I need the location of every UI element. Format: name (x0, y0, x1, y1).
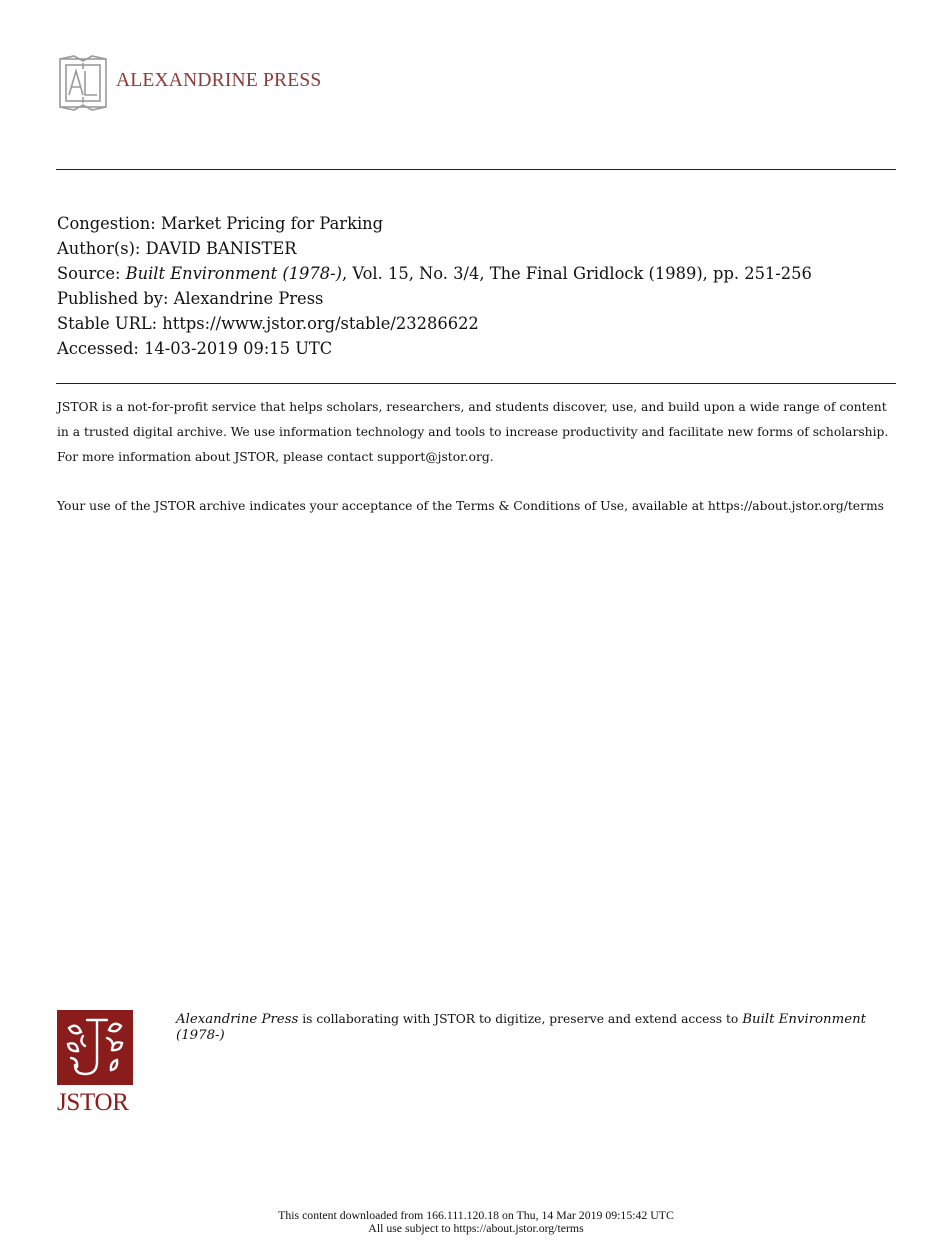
stable-url-prefix: Stable URL: (57, 314, 163, 333)
terms-text: Your use of the JSTOR archive indicates your acceptance of the Terms & Conditions of Use, available at https://about.jstor.org/terms (57, 499, 884, 514)
publisher-logo (56, 55, 321, 111)
source-line (57, 261, 917, 286)
collab-text: is collaborating with JSTOR to digitize, preserve and extend access to (298, 1012, 743, 1026)
author-name: DAVID BANISTER (145, 239, 297, 258)
article-title: Congestion: Market Pricing for Parking (57, 214, 384, 233)
download-footer (0, 1209, 952, 1234)
published-by: Alexandrine Press (173, 289, 324, 308)
accessed-line (57, 336, 917, 361)
source-journal: Built Environment (1978-) (125, 264, 342, 283)
jstor-logo (57, 1010, 135, 1117)
top-divider (56, 169, 896, 170)
middle-divider (56, 383, 896, 384)
jstor-about-text: JSTOR is a not-for-profit service that helps scholars, researchers, and students discover, use, and build upon a wide range of content in a trusted digital archive. We use information technology and tools to increase productivity and facilitate new forms of scholarship. For more information about JSTOR, please contact support@jstor.org. (57, 400, 889, 464)
publisher-name: ALEXANDRINE PRESS (116, 70, 322, 91)
terms-footer: All use subject to https://about.jstor.org/terms (368, 1220, 584, 1235)
collaboration-statement (176, 1012, 866, 1043)
article-metadata (57, 211, 917, 361)
source-prefix: Source: (57, 264, 126, 283)
published-prefix: Published by: (57, 289, 174, 308)
jstor-emblem-icon (57, 1010, 133, 1085)
jstor-notice (57, 395, 897, 519)
download-info: This content downloaded from 166.111.120.18 on Thu, 14 Mar 2019 09:15:42 UTC (278, 1208, 674, 1222)
source-details: , Vol. 15, No. 3/4, The Final Gridlock (1989), pp. 251-256 (342, 264, 812, 283)
stable-url-line (57, 311, 917, 336)
collab-publisher: Alexandrine Press (176, 1012, 299, 1027)
published-line (57, 286, 917, 311)
collab-journal: Built Environment (1978-) (176, 1012, 867, 1043)
author-line (57, 236, 917, 261)
accessed-date: 14-03-2019 09:15 UTC (144, 339, 333, 358)
jstor-wordmark: JSTOR (57, 1089, 129, 1116)
stable-url-link[interactable]: https://www.jstor.org/stable/23286622 (162, 314, 479, 333)
accessed-prefix: Accessed: (57, 339, 145, 358)
alexandrine-press-emblem-icon (56, 55, 110, 111)
author-prefix: Author(s): (57, 239, 146, 258)
